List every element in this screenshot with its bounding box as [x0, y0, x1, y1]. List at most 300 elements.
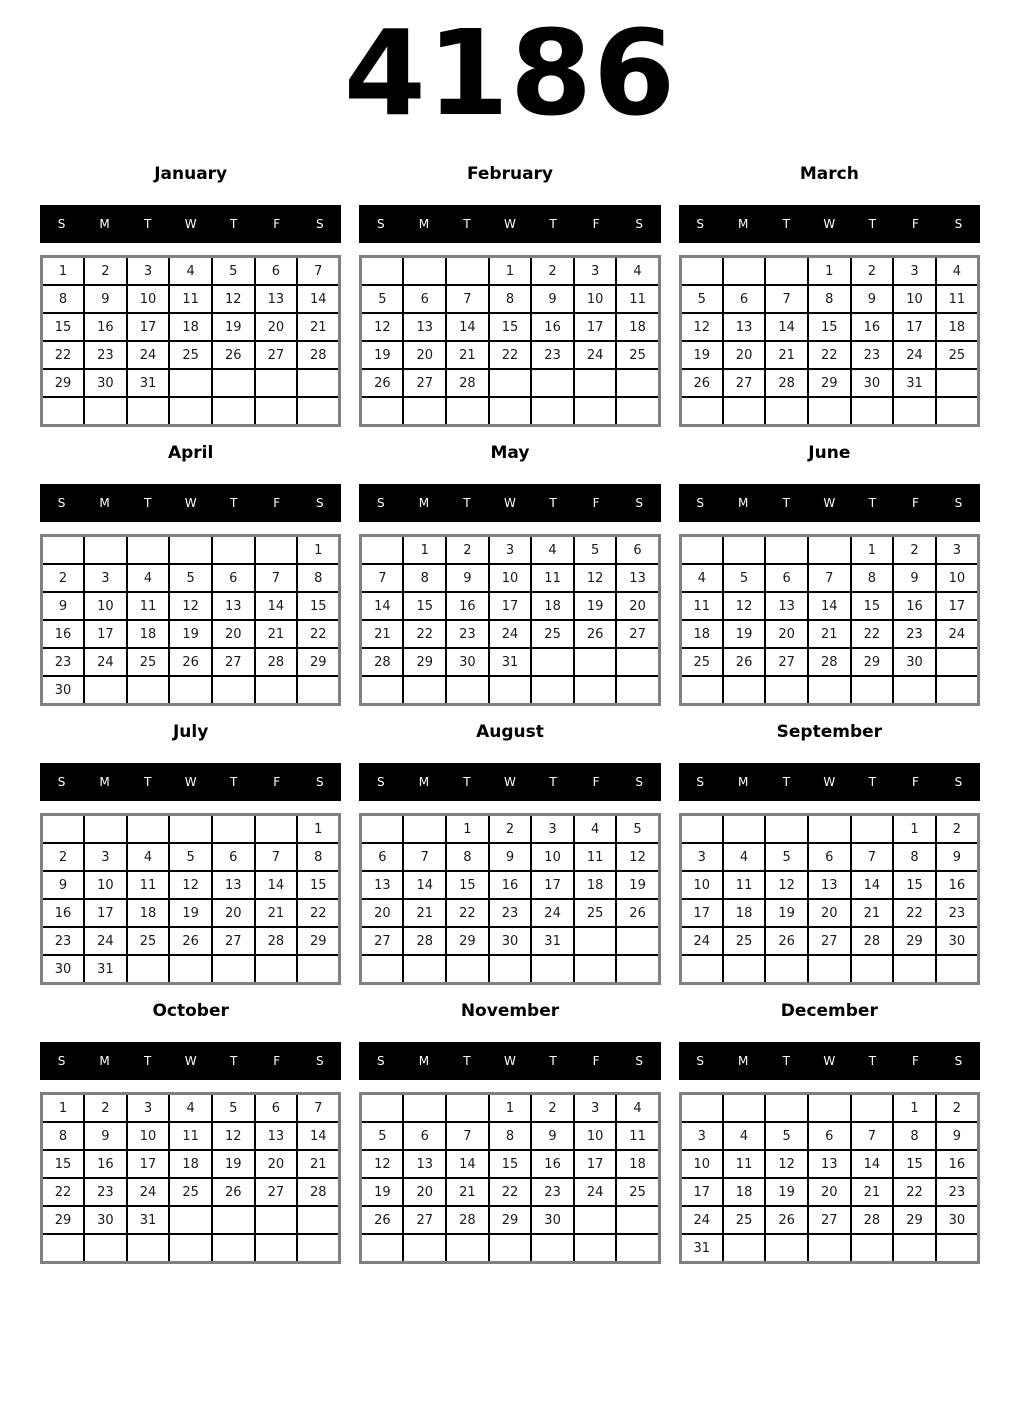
- day-cell-empty: [723, 815, 766, 844]
- month-title: January: [154, 164, 228, 184]
- day-cell: 25: [574, 899, 617, 927]
- day-cell: 8: [893, 1122, 936, 1150]
- weekday-header: [359, 763, 660, 801]
- day-cell: 24: [936, 620, 979, 648]
- day-cell-empty: [723, 397, 766, 426]
- week-row: [42, 899, 340, 927]
- day-cell-empty: [616, 955, 659, 984]
- month-grid: [40, 813, 341, 985]
- day-cell-empty: [169, 815, 212, 844]
- month-title: November: [460, 1001, 560, 1021]
- day-cell: 5: [616, 815, 659, 844]
- week-row: [680, 397, 978, 426]
- day-cell: 4: [574, 815, 617, 844]
- week-row: [680, 955, 978, 984]
- day-cell: 21: [297, 313, 340, 341]
- day-cell: 12: [169, 592, 212, 620]
- day-cell: 26: [723, 648, 766, 676]
- day-cell: 1: [851, 536, 894, 565]
- month-grid: [40, 534, 341, 706]
- weekday-label: T: [230, 496, 238, 510]
- day-cell: 5: [574, 536, 617, 565]
- weekday-label: F: [592, 496, 600, 510]
- weekday-label: T: [782, 775, 790, 789]
- day-cell-empty: [616, 397, 659, 426]
- day-cell: 14: [446, 313, 489, 341]
- day-cell-empty: [169, 1234, 212, 1263]
- month-march: [679, 164, 980, 427]
- day-cell: 17: [127, 1150, 170, 1178]
- day-cell: 9: [936, 843, 979, 871]
- day-cell: 16: [531, 313, 574, 341]
- day-cell: 25: [680, 648, 723, 676]
- day-cell-empty: [297, 1206, 340, 1234]
- weekday-header: [359, 205, 660, 243]
- weekday-label: S: [696, 775, 704, 789]
- day-cell-empty: [127, 1234, 170, 1263]
- day-cell: 1: [489, 257, 532, 286]
- day-cell: 27: [723, 369, 766, 397]
- weekday-label: W: [823, 217, 836, 231]
- day-cell: 16: [42, 899, 85, 927]
- day-cell: 9: [446, 564, 489, 592]
- day-cell-empty: [127, 815, 170, 844]
- day-cell: 6: [255, 1094, 298, 1123]
- week-row: [361, 648, 659, 676]
- week-row: [680, 369, 978, 397]
- weekday-header: [359, 1042, 660, 1080]
- day-cell-empty: [403, 955, 446, 984]
- day-cell: 7: [446, 285, 489, 313]
- day-cell-empty: [851, 676, 894, 705]
- day-cell-empty: [212, 955, 255, 984]
- day-cell: 6: [361, 843, 404, 871]
- day-cell: 28: [297, 341, 340, 369]
- day-cell: 15: [446, 871, 489, 899]
- week-row: [680, 843, 978, 871]
- month-grid: [679, 813, 980, 985]
- day-cell: 2: [84, 257, 127, 286]
- week-row: [42, 1122, 340, 1150]
- weekday-label: F: [911, 1054, 919, 1068]
- day-cell: 21: [851, 1178, 894, 1206]
- day-cell: 11: [936, 285, 979, 313]
- day-cell: 24: [574, 1178, 617, 1206]
- day-cell: 31: [893, 369, 936, 397]
- day-cell: 8: [489, 285, 532, 313]
- day-cell: 21: [446, 341, 489, 369]
- weekday-header: [679, 205, 980, 243]
- weekday-label: M: [738, 1054, 749, 1068]
- day-cell: 28: [446, 1206, 489, 1234]
- day-cell: 7: [446, 1122, 489, 1150]
- day-cell-empty: [84, 815, 127, 844]
- day-cell: 11: [531, 564, 574, 592]
- weekday-label: M: [418, 775, 430, 789]
- weekday-label: S: [954, 496, 963, 510]
- day-cell-empty: [936, 955, 979, 984]
- week-row: [680, 536, 978, 565]
- month-november: [359, 1001, 660, 1264]
- day-cell-empty: [574, 1206, 617, 1234]
- day-cell: 14: [765, 313, 808, 341]
- week-row: [42, 536, 340, 565]
- day-cell: 17: [84, 899, 127, 927]
- day-cell: 4: [127, 843, 170, 871]
- day-cell: 29: [297, 648, 340, 676]
- day-cell-empty: [489, 1234, 532, 1263]
- week-row: [361, 955, 659, 984]
- day-cell: 4: [616, 1094, 659, 1123]
- day-cell: 22: [489, 1178, 532, 1206]
- weekday-label: S: [696, 1054, 704, 1068]
- day-cell: 30: [936, 927, 979, 955]
- month-september: [679, 722, 980, 985]
- weekday-label: T: [463, 217, 471, 231]
- day-cell: 19: [765, 899, 808, 927]
- day-cell-empty: [531, 1234, 574, 1263]
- day-cell: 31: [127, 369, 170, 397]
- day-cell: 2: [936, 1094, 979, 1123]
- day-cell: 30: [84, 1206, 127, 1234]
- day-cell-empty: [765, 955, 808, 984]
- day-cell: 11: [574, 843, 617, 871]
- day-cell: 12: [723, 592, 766, 620]
- day-cell: 3: [893, 257, 936, 286]
- day-cell-empty: [723, 676, 766, 705]
- day-cell: 19: [723, 620, 766, 648]
- day-cell: 8: [446, 843, 489, 871]
- day-cell: 22: [42, 1178, 85, 1206]
- day-cell: 11: [169, 1122, 212, 1150]
- day-cell-empty: [936, 676, 979, 705]
- day-cell: 10: [680, 871, 723, 899]
- week-row: [361, 1206, 659, 1234]
- day-cell: 7: [255, 843, 298, 871]
- day-cell: 16: [446, 592, 489, 620]
- day-cell-empty: [616, 676, 659, 705]
- day-cell: 1: [446, 815, 489, 844]
- day-cell: 29: [893, 927, 936, 955]
- day-cell: 10: [489, 564, 532, 592]
- day-cell-empty: [765, 815, 808, 844]
- day-cell-empty: [574, 1234, 617, 1263]
- day-cell: 22: [893, 1178, 936, 1206]
- day-cell-empty: [765, 257, 808, 286]
- week-row: [361, 1234, 659, 1263]
- weekday-label: T: [463, 496, 471, 510]
- day-cell-empty: [574, 397, 617, 426]
- day-cell: 2: [893, 536, 936, 565]
- day-cell: 3: [574, 257, 617, 286]
- day-cell: 17: [84, 620, 127, 648]
- day-cell: 23: [851, 341, 894, 369]
- day-cell-empty: [255, 1234, 298, 1263]
- day-cell: 15: [893, 871, 936, 899]
- day-cell: 13: [255, 1122, 298, 1150]
- day-cell: 23: [531, 1178, 574, 1206]
- week-row: [361, 1150, 659, 1178]
- day-cell: 30: [42, 676, 85, 705]
- week-row: [680, 815, 978, 844]
- day-cell-empty: [616, 1234, 659, 1263]
- day-cell: 7: [765, 285, 808, 313]
- day-cell: 22: [42, 341, 85, 369]
- day-cell: 25: [616, 1178, 659, 1206]
- day-cell-empty: [212, 815, 255, 844]
- day-cell-empty: [936, 369, 979, 397]
- day-cell: 13: [361, 871, 404, 899]
- week-row: [361, 899, 659, 927]
- week-row: [361, 341, 659, 369]
- day-cell-empty: [680, 955, 723, 984]
- weekday-label: T: [143, 496, 152, 510]
- day-cell-empty: [851, 955, 894, 984]
- day-cell: 21: [361, 620, 404, 648]
- weekday-header: [679, 763, 980, 801]
- weekday-label: F: [273, 496, 281, 510]
- day-cell-empty: [127, 955, 170, 984]
- month-grid: [359, 813, 660, 985]
- day-cell: 22: [489, 341, 532, 369]
- day-cell: 4: [616, 257, 659, 286]
- day-cell: 17: [574, 313, 617, 341]
- day-cell-empty: [616, 1206, 659, 1234]
- day-cell: 30: [489, 927, 532, 955]
- day-cell: 24: [531, 899, 574, 927]
- weekday-label: S: [377, 496, 385, 510]
- week-row: [42, 341, 340, 369]
- month-january: [40, 164, 341, 427]
- day-cell-empty: [893, 676, 936, 705]
- weekday-header: [40, 484, 341, 522]
- weekday-header: [40, 205, 341, 243]
- day-cell-empty: [42, 397, 85, 426]
- day-cell: 24: [489, 620, 532, 648]
- day-cell: 4: [723, 1122, 766, 1150]
- day-cell: 18: [723, 899, 766, 927]
- weekday-label: S: [377, 775, 385, 789]
- day-cell: 29: [808, 369, 851, 397]
- day-cell-empty: [616, 369, 659, 397]
- day-cell: 13: [616, 564, 659, 592]
- weekday-label: M: [418, 496, 430, 510]
- day-cell-empty: [255, 815, 298, 844]
- day-cell: 15: [808, 313, 851, 341]
- day-cell: 10: [936, 564, 979, 592]
- day-cell-empty: [212, 536, 255, 565]
- weekday-label: S: [315, 217, 324, 231]
- day-cell: 29: [42, 369, 85, 397]
- day-cell: 8: [893, 843, 936, 871]
- day-cell: 5: [765, 843, 808, 871]
- day-cell: 26: [212, 1178, 255, 1206]
- day-cell-empty: [84, 1234, 127, 1263]
- day-cell: 18: [127, 899, 170, 927]
- weekday-label: T: [143, 775, 152, 789]
- week-row: [680, 592, 978, 620]
- weekday-label: F: [911, 775, 919, 789]
- day-cell-empty: [531, 676, 574, 705]
- day-cell: 17: [680, 1178, 723, 1206]
- weekday-label: W: [184, 217, 197, 231]
- day-cell-empty: [361, 397, 404, 426]
- day-cell: 12: [361, 313, 404, 341]
- day-cell: 22: [808, 341, 851, 369]
- day-cell: 19: [361, 341, 404, 369]
- day-cell: 30: [851, 369, 894, 397]
- day-cell: 26: [765, 927, 808, 955]
- day-cell-empty: [936, 648, 979, 676]
- weekday-label: S: [377, 217, 385, 231]
- day-cell: 16: [489, 871, 532, 899]
- day-cell-empty: [765, 676, 808, 705]
- day-cell: 13: [403, 1150, 446, 1178]
- day-cell: 6: [212, 843, 255, 871]
- day-cell: 15: [403, 592, 446, 620]
- day-cell-empty: [808, 397, 851, 426]
- month-october: [40, 1001, 341, 1264]
- day-cell-empty: [255, 397, 298, 426]
- week-row: [680, 676, 978, 705]
- day-cell-empty: [489, 369, 532, 397]
- day-cell: 10: [84, 592, 127, 620]
- day-cell: 11: [723, 1150, 766, 1178]
- day-cell: 6: [765, 564, 808, 592]
- day-cell: 9: [489, 843, 532, 871]
- day-cell: 17: [574, 1150, 617, 1178]
- day-cell-empty: [84, 397, 127, 426]
- day-cell: 26: [169, 927, 212, 955]
- day-cell: 13: [212, 592, 255, 620]
- day-cell-empty: [127, 397, 170, 426]
- weekday-label: T: [463, 1054, 471, 1068]
- weekday-label: T: [868, 1054, 877, 1068]
- day-cell: 29: [403, 648, 446, 676]
- day-cell: 17: [489, 592, 532, 620]
- day-cell: 31: [489, 648, 532, 676]
- day-cell-empty: [361, 1094, 404, 1123]
- day-cell: 8: [851, 564, 894, 592]
- day-cell-empty: [169, 1206, 212, 1234]
- week-row: [680, 285, 978, 313]
- day-cell-empty: [127, 536, 170, 565]
- week-row: [361, 1094, 659, 1123]
- day-cell: 30: [84, 369, 127, 397]
- day-cell: 12: [765, 1150, 808, 1178]
- day-cell: 30: [893, 648, 936, 676]
- day-cell-empty: [255, 1206, 298, 1234]
- day-cell: 2: [531, 1094, 574, 1123]
- day-cell: 9: [531, 1122, 574, 1150]
- day-cell: 18: [169, 313, 212, 341]
- day-cell: 21: [851, 899, 894, 927]
- weekday-label: T: [549, 217, 557, 231]
- day-cell: 18: [616, 313, 659, 341]
- day-cell: 17: [680, 899, 723, 927]
- day-cell: 20: [765, 620, 808, 648]
- day-cell: 25: [723, 1206, 766, 1234]
- day-cell: 19: [212, 1150, 255, 1178]
- weekday-label: T: [143, 217, 152, 231]
- day-cell: 14: [361, 592, 404, 620]
- day-cell-empty: [169, 397, 212, 426]
- day-cell: 13: [808, 1150, 851, 1178]
- day-cell: 24: [680, 1206, 723, 1234]
- week-row: [42, 257, 340, 286]
- day-cell: 11: [723, 871, 766, 899]
- week-row: [42, 1150, 340, 1178]
- month-april: [40, 443, 341, 706]
- day-cell: 31: [531, 927, 574, 955]
- day-cell-empty: [212, 676, 255, 705]
- day-cell: 14: [851, 871, 894, 899]
- day-cell-empty: [212, 369, 255, 397]
- week-row: [361, 285, 659, 313]
- day-cell: 25: [936, 341, 979, 369]
- month-february: [359, 164, 660, 427]
- day-cell-empty: [255, 955, 298, 984]
- week-row: [361, 1122, 659, 1150]
- day-cell: 15: [297, 871, 340, 899]
- weekday-label: T: [463, 775, 471, 789]
- day-cell: 26: [765, 1206, 808, 1234]
- day-cell: 19: [169, 899, 212, 927]
- day-cell-empty: [680, 1094, 723, 1123]
- day-cell: 17: [893, 313, 936, 341]
- day-cell: 23: [446, 620, 489, 648]
- weekday-label: F: [592, 1054, 600, 1068]
- weekday-label: S: [57, 217, 66, 231]
- week-row: [680, 313, 978, 341]
- day-cell: 27: [403, 369, 446, 397]
- day-cell: 16: [851, 313, 894, 341]
- day-cell: 6: [616, 536, 659, 565]
- day-cell: 27: [255, 1178, 298, 1206]
- week-row: [680, 1094, 978, 1123]
- day-cell: 26: [212, 341, 255, 369]
- weekday-label: W: [823, 496, 836, 510]
- weekday-label: M: [738, 496, 749, 510]
- day-cell: 22: [297, 620, 340, 648]
- day-cell: 14: [403, 871, 446, 899]
- day-cell: 2: [446, 536, 489, 565]
- weekday-label: T: [143, 1054, 152, 1068]
- day-cell-empty: [361, 536, 404, 565]
- weekday-label: T: [782, 1054, 790, 1068]
- day-cell-empty: [808, 815, 851, 844]
- day-cell: 25: [169, 1178, 212, 1206]
- day-cell: 11: [680, 592, 723, 620]
- day-cell: 10: [574, 285, 617, 313]
- day-cell-empty: [255, 369, 298, 397]
- day-cell: 20: [212, 899, 255, 927]
- day-cell: 3: [84, 564, 127, 592]
- day-cell-empty: [297, 955, 340, 984]
- day-cell: 5: [212, 1094, 255, 1123]
- week-row: [361, 676, 659, 705]
- day-cell: 9: [42, 592, 85, 620]
- day-cell: 1: [808, 257, 851, 286]
- day-cell: 31: [127, 1206, 170, 1234]
- day-cell: 23: [42, 927, 85, 955]
- day-cell: 9: [851, 285, 894, 313]
- day-cell: 28: [255, 927, 298, 955]
- day-cell: 24: [127, 341, 170, 369]
- day-cell: 29: [42, 1206, 85, 1234]
- day-cell-empty: [808, 536, 851, 565]
- weekday-label: F: [273, 775, 281, 789]
